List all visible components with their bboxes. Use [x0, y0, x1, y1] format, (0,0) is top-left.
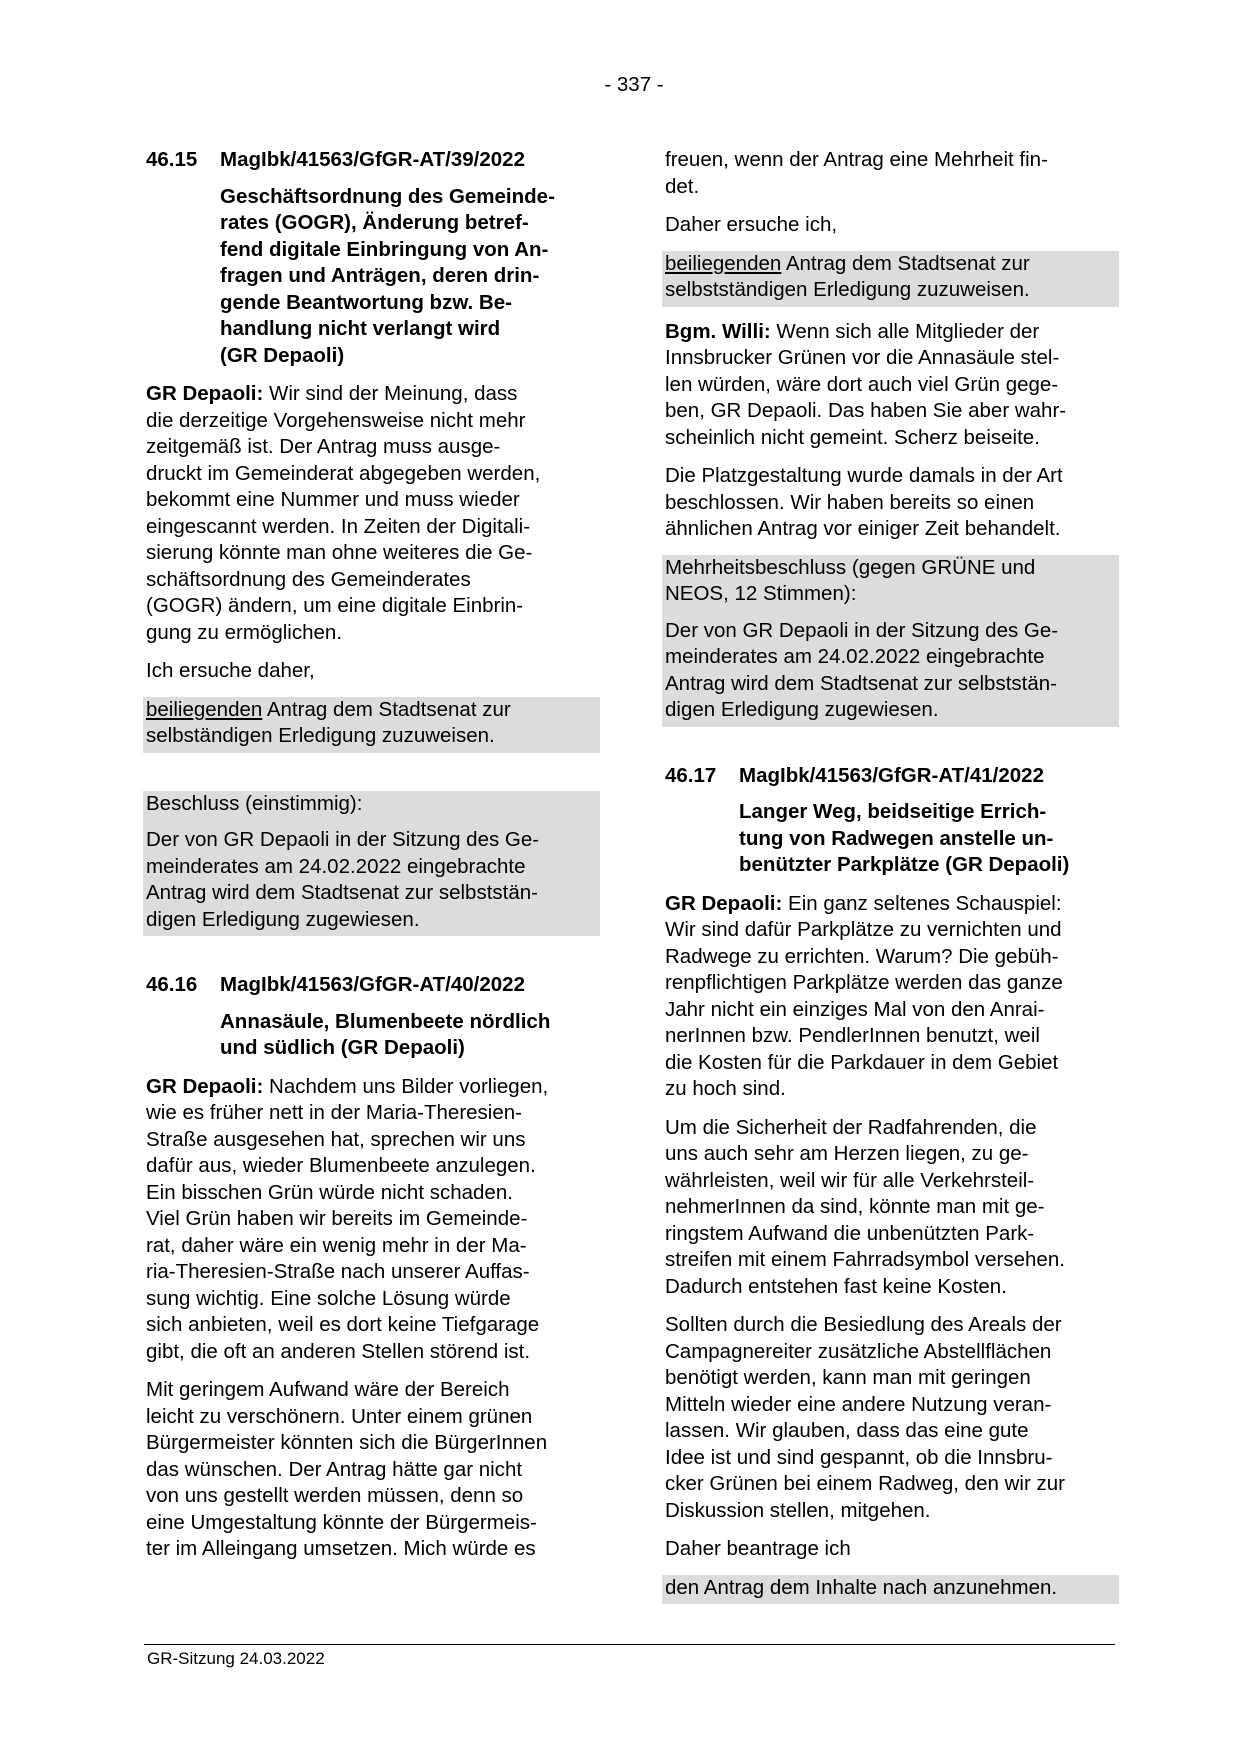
decision-text: Der von GR Depaoli in der Sitzung des Ge- meinderates am 24.02.2022 eingebrachte Antrag wird dem Stadtsenat zur selbststän- digen Erledigung zugewiesen. [665, 618, 1059, 721]
speech-paragraph: Sollten durch die Besiedlung des Areals der Campagnereiter zusätzliche Abstellflächen benötigt werden, kann man mit geringen Mitteln wieder eine andere Nutzung veran- lassen. Wir glauben, dass das eine gute Idee ist und sind gespannt, ob die Innsbru- cker Grünen bei einem Radweg, den wir zur Diskussion stellen, mitgehen. [665, 1313, 1065, 1522]
speech-text: Wenn sich alle Mitglieder der Innsbrucker Grünen vor die Annasäule stel- len würden, wäre dort auch viel Grün gege- ben, GR Depaoli. Das haben Sie aber wahr- scheinlich nicht gemeint. Scherz beiseite. [665, 319, 1067, 449]
request-intro: Ich ersuche daher, [146, 659, 315, 682]
motion-intro: Daher beantrage ich [665, 1537, 851, 1560]
decision-label: Mehrheitsbeschluss (gegen GRÜNE und NEOS, 12 Stimmen): [665, 555, 1036, 605]
request-text: Antrag dem Stadtsenat zur selbstständigen Erledigung zuzuweisen. [665, 251, 1030, 301]
request-intro: Daher ersuche ich, [665, 213, 838, 236]
speech-text: Ein ganz seltenes Schauspiel: Wir sind dafür Parkplätze zu vernichten und Radwege zu errichten. Warum? Die gebüh- renpflichtigen Parkplätze werden das ganze Jahr nicht ein einziges Mal von den Anrai- nerInnen bzw. PendlerInnen benutzt, weil die Kosten für die Parkdauer in dem Gebiet zu hoch sind. [665, 891, 1063, 1100]
section-number: 46.17 [665, 763, 717, 787]
section-header-46-17 [665, 763, 1116, 790]
decision-box [143, 791, 600, 937]
page-number: - 337 - [604, 73, 664, 96]
section-reference: MagIbk/41563/GfGR-AT/41/2022 [739, 763, 1044, 787]
section-title: Geschäftsordnung des Gemeinde- rates (GOGR), Änderung betref- fend digitale Einbringung von An- fragen und Anträgen, deren drin- gende Beantwortung bzw. Be- handlung nicht verlangt wird (GR Depaoli) [220, 184, 555, 367]
speaker-name: GR Depaoli: [665, 891, 783, 915]
section-header-46-15 [146, 147, 597, 174]
spacer [146, 753, 597, 791]
footer-text: GR-Sitzung 24.03.2022 [147, 1649, 325, 1668]
footer-rule [144, 1644, 1115, 1645]
section-reference: MagIbk/41563/GfGR-AT/40/2022 [220, 973, 525, 996]
decision-label: Beschluss (einstimmig): [146, 791, 363, 815]
spacer [146, 936, 597, 972]
request-text: Antrag dem Stadtsenat zur selbständigen Erledigung zuzuweisen. [146, 697, 511, 747]
motion-box: den Antrag dem Inhalte nach anzunehmen. [662, 1575, 1119, 1605]
speech-paragraph [665, 319, 1116, 452]
request-underlined: beiliegenden [665, 251, 782, 275]
section-title: Langer Weg, beidseitige Errich- tung von Radwegen anstelle un- benützter Parkplätze (GR Depaoli) [739, 800, 1070, 876]
speech-text: Nachdem uns Bilder vorliegen, wie es früher nett in der Maria-Theresien- Straße ausgesehen hat, sprechen wir uns dafür aus, wieder Blumenbeete anzulegen. Ein bisschen Grün würde nicht schaden. Viel Grün haben wir bereits im Gemeinde- rat, daher wäre ein wenig mehr in der Ma- ria-Theresien-Straße nach unserer Auffas- sung wichtig. Eine solche Lösung würde sich anbieten, weil es dort keine Tiefgarage gibt, die oft an anderen Stellen störend ist. [146, 1074, 549, 1363]
speaker-name: Bgm. Willi: [665, 319, 771, 343]
spacer [665, 727, 1116, 763]
speaker-name: GR Depaoli: [146, 1074, 264, 1098]
request-box [662, 251, 1119, 307]
decision-text: Der von GR Depaoli in der Sitzung des Ge- meinderates am 24.02.2022 eingebrachte Antrag wird dem Stadtsenat zur selbststän- digen Erledigung zugewiesen. [146, 828, 540, 931]
speech-text: Wir sind der Meinung, dass die derzeitige Vorgehensweise nicht mehr zeitgemäß ist. Der Antrag muss ausge- druckt im Gemeinderat abgegeben werden, bekommt eine Nummer und muss wieder eingescannt werden. In Zeiten der Digitali- sierung könnte man ohne weiteres die Ge- schäftsordnung des Gemeinderates (GOGR) ändern, um eine digitale Einbrin- gung zu ermöglichen. [146, 382, 541, 644]
speech-continuation: freuen, wenn der Antrag eine Mehrheit fin- det. [665, 148, 1048, 198]
section-title: Annasäule, Blumenbeete nördlich und südlich (GR Depaoli) [220, 1009, 551, 1059]
right-column [665, 147, 1116, 1604]
left-column [146, 147, 597, 1575]
speech-paragraph: Um die Sicherheit der Radfahrenden, die uns auch sehr am Herzen liegen, zu ge- währleisten, weil wir für alle Verkehrsteil- nehmerInnen da sind, könnte man mit ge- ringstem Aufwand die unbenützten Park- streifen mit einem Fahrradsymbol versehen. Dadurch entstehen fast keine Kosten. [665, 1115, 1065, 1298]
section-reference: MagIbk/41563/GfGR-AT/39/2022 [220, 148, 525, 171]
speaker-name: GR Depaoli: [146, 382, 264, 405]
speech-paragraph [665, 891, 1116, 1103]
speech-paragraph [146, 381, 597, 646]
section-header-46-16 [146, 972, 597, 999]
section-number: 46.15 [146, 148, 198, 171]
decision-box [662, 555, 1119, 727]
speech-paragraph: Mit geringem Aufwand wäre der Bereich leicht zu verschönern. Unter einem grünen Bürgermeister könnten sich die BürgerInnen das wünschen. Der Antrag hätte gar nicht von uns gestellt werden müssen, denn so eine Umgestaltung könnte der Bürgermeis- ter im Alleingang umsetzen. Mich würde es [146, 1378, 548, 1560]
speech-paragraph [146, 1074, 597, 1366]
request-underlined: beiliegenden [146, 697, 263, 721]
request-box [143, 697, 600, 753]
section-number: 46.16 [146, 973, 198, 996]
speech-paragraph: Die Platzgestaltung wurde damals in der Art beschlossen. Wir haben bereits so einen ähnlichen Antrag vor einiger Zeit behandelt. [665, 464, 1063, 540]
